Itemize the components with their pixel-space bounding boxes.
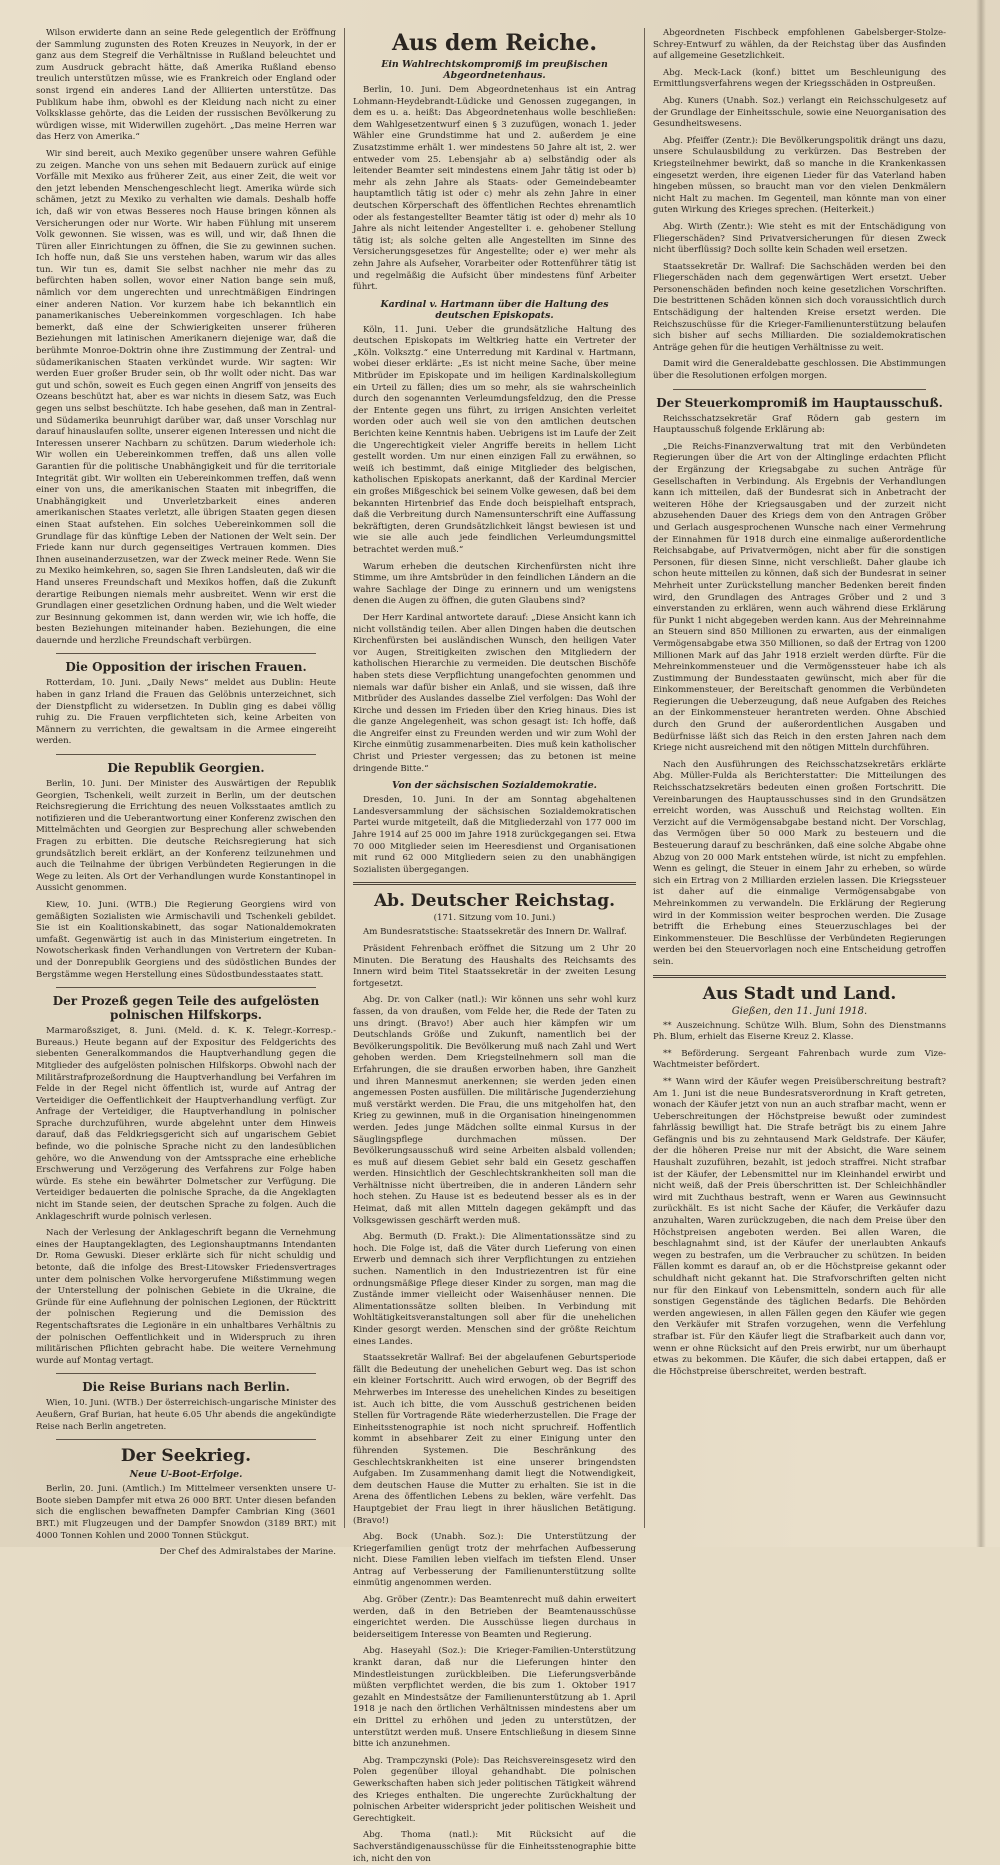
article-paragraph: Staatssekretär Dr. Wallraf: Die Sachschäden werden bei den Fliegerschäden nach dem gegenwärtigen Wert ersetzt. Ueber Personenschäden befinden noch keine gesetzlichen Vorschriften. Die bestrittenen Schäden können sich doch voraussichtlich durch Entschädigung der haltenden Kreise ersetzt werden. Die Reichszuschüsse für die Krieger-Familienunterstützung belaufen sich bisher auf sechs Milliarden. Die sozialdemokratischen Anträge gehen für die heutigen Verhältnisse zu weit. [653, 261, 946, 353]
dateline: Gießen, den 11. Juni 1918. [731, 1005, 868, 1017]
article-paragraph: Marmaroßsziget, 8. Juni. (Meld. d. K. K. Telegr.-Korresp.-Bureaus.) Heute begann auf der Expositur des Feldgerichts des siebenten Generalkommandos die Hauptverhandlung gegen die Mitglieder des aufgelösten polnischen Hilfskorps. Obwohl nach der Militärstrafprozeßordnung die Hauptverhandlung bei Verfahren im Felde in der Regel nicht öffentlich ist, wurde auf Antrag der Verteidiger die Oeffentlichkeit der Hauptverhandlung verfügt. Zur Anfrage der Verteidiger, die Hauptverhandlung in polnischer Sprache durchzuführen, wurde abgelehnt unter dem Hinweis darauf, daß das Feldkriegsgericht sich auf ungarischem Gebiet befinde, wo die polnische Sprache nicht zu den landesüblichen gehöre, wo die Anwendung von der Amtssprache eine erhebliche Erschwerung und Verzögerung des Verfahrens zur Folge haben würde. Es stehe ein bewährter Dolmetscher zur Verfügung. Die Verteidiger bedauerten die polnische Sprache, da die Angeklagten nicht im Stande seien, der deutschen Sprache zu folgen. Auch die Anklageschrift wurde polnisch verlesen. [36, 1026, 336, 1222]
section-heading: Der Seekrieg. [120, 1446, 252, 1467]
article-paragraph: Wilson erwiderte dann an seine Rede gelegentlich der Eröffnung der Sammlung zugunsten des Roten Kreuzes in Neuyork, in der er ganz aus dem Stegreif die Verhältnisse in Rußland beleuchtet und zum Ausdruck gebracht hätte, daß Amerika Rußland ebenso treulich unterstützen müsse, wie es Frankreich oder England oder sonst irgend ein anderes Land der Alliierten unterstütze. Das Publikum habe ihm, obwohl es der Kleidung nach nicht zu einer Volksklasse gehörte, das die Leiden der russischen Bevölkerung zu würdigen wisse, mit Widerwillen zugehört. „Das meine Herren war das Herz von Amerika.“ [36, 28, 336, 143]
article-heading: Die Opposition der irischen Frauen. [65, 660, 307, 675]
column-middle [344, 28, 644, 1864]
divider [353, 882, 636, 885]
column-right [644, 28, 954, 1528]
article-paragraph: Köln, 11. Juni. Ueber die grundsätzliche Haltung des deutschen Episkopats im Weltkrieg hatte ein Vertreter der „Köln. Volksztg.“ eine Unterredung mit Kardinal v. Hartmann, wobei dieser erklärte: „Es ist nicht meine Sache, über meine Mitbrüder im Episkopate und im heiligen Kardinalskollegium ein Urteil zu fällen; dies um so mehr, als sie wahrscheinlich durch den sogenannten Verleumdungsfeldzug, den die Presse der Entente gegen uns führt, zu irrigen Ansichten verleitet worden oder auch weil sie von den amtlichen deutschen Berichten keine Kenntnis haben. Uebrigens ist im Laufe der Zeit die Ungerechtigkeit vieler Angriffe bereits in hellem Licht gestellt worden. Um nur einen einzigen Fall zu erwähnen, so weiß ich bestimmt, daß einige Mitglieder des belgischen, katholischen Episkopats anerkannt, daß der Kardinal Mercier ein großes Mißgeschick bei seinem Volke gewesen, daß bei dem bekannten Hirtenbrief das Ende doch beispielhaft entsprach, daß die Verbreitung durch Namensunterschrift eine Auffassung bekräftigten, deren Grundsätzlichkeit längst bewiesen ist und wie sie alle auch jede feindlichen Verleumdungsmittel betrachtet werden muß.“ [353, 324, 636, 555]
section-heading: Aus dem Reiche. [391, 30, 598, 56]
article-paragraph: Nach den Ausführungen des Reichsschatzsekretärs erklärte Abg. Müller-Fulda als Berichterstatter: Die Mitteilungen des Reichsschatzsekretärs bedeuten einen großen Fortschritt. Die Vereinbarungen des Hauptausschusses sind in den Grundsätzen erreicht worden, was Ausschuß und Reichstag wollten. Ein Verzicht auf die Vermögensabgabe bestand nicht. Der Vorschlag, das Vermögen über 50 000 Mark zu besteuern und die Besteuerung darauf zu beschränken, daß eine solche Abgabe ohne Abzug von 20 000 Mark entstehen würde, ist nicht zu empfehlen. Wenn es gelingt, die Steuer in einem Jahr zu erheben, so würde sich ein Ertrag von 2 Milliarden erzielen lassen. Die Kriegssteuer ist daher auf die einmalige Vermögensabgabe von Mehreinkommen zu verwandeln. Die Erklärung der Regierung wird in der Kommission weiter besprochen werden. Die Zusage betrifft die Erhebung eines Steuerzuschlages bei der Einkommensteuer. Die Beschlüsse der Verbündeten Regierungen werden bei den Steuervorlagen noch eine Entscheidung getroffen sein. [653, 759, 946, 967]
article-paragraph: Abg. Wirth (Zentr.): Wie steht es mit der Entschädigung von Fliegerschäden? Sind Privatversicherungen für diesen Zweck nicht überflüssig? Doch sollte kein Schaden weil ersetzen. [653, 221, 946, 256]
article-paragraph: Dresden, 10. Juni. In der am Sonntag abgehaltenen Landesversammlung der sächsischen Sozialdemokratischen Partei wurde mitgeteilt, daß die Mitgliederzahl von 177 000 im Jahre 1914 auf 25 000 im Jahre 1918 zurückgegangen sei. Etwa 70 000 Mitglieder seien im Heeresdienst und Organisationen mit rund 62 000 Mitgliedern seien zu den unabhängigen Sozialisten übergegangen. [353, 795, 636, 875]
article-paragraph: Abg. Pfeiffer (Zentr.): Die Bevölkerungspolitik drängt uns dazu, unsere Schulausbildung zu verkürzen. Das Bestreben der Kriegsteilnehmer bewirkt, daß so manche in die Krankenkassen eingesetzt werden, ihre eigenen Lieder für das Vaterland haben hingeben müssen, so braucht man vor den vielen Denkmälern nicht Halt zu machen. Im Gegenteil, man könnte man von einer guten Wirkung des Krieges sprechen. (Heiterkeit.) [653, 135, 946, 216]
article-paragraph: Abg. Bermuth (D. Frakt.): Die Alimentationssätze sind zu hoch. Die Folge ist, daß die Väter durch Lieferung von einen Erwerb und demnach sich ihrer Verpflichtungen zu entziehen suchen. Namentlich in den Industriezentren ist für eine ordnungsmäßige Pflege dieser Kinder zu sorgen, man mag die Zustände immer vielleicht oder Waisenhäuser nennen. Die Alimentationssätze sollten bleiben. In Verbindung mit Wohltätigkeitsveranstaltungen soll aber für die unehelichen Kinder gesorgt werden. Menschen sind der größte Reichtum eines Landes. [353, 1232, 636, 1347]
divider [56, 754, 316, 755]
divider [673, 389, 926, 390]
article-paragraph: Abg. Trampczynski (Pole): Das Reichsvereinsgesetz wird den Polen gegenüber illoyal gehandhabt. Die polnischen Gewerkschaften haben sich jeder politischen Tätigkeit während des Krieges enthalten. Die ungerechte Zurückhaltung der polnischen Arbeiter widerspricht jeder politischen Weisheit und Gerechtigkeit. [353, 1755, 636, 1824]
article-paragraph: „Die Reichs-Finanzverwaltung trat mit den Verbündeten Regierungen über die Art von der Altinglinge erdachten Pflicht der Ergänzung der Kriegsabgabe zu suchen Anträge für Gesellschaften in Verbindung. Als Ergebnis der Verhandlungen kann ich mitteilen, daß der Bundesrat sich in Anbetracht der weiteren Höhe der Kriegsausgaben und der zurzeit nicht abzusehenden Dauer des Kriegs dem von den Antragen Gröber und Gerlach ausgesprochenen Wunsche nach einer Vermehrung der Einnahmen für 1918 durch eine einmalige außerordentliche Reichsabgabe, auf Privatvermögen, nicht aber für die sonstigen Personen, für diesen Sinne, nicht verschließt. Daher glaube ich schon heute mitteilen zu können, daß sich der Bundesrat in seiner Mehrheit unter Zurückstellung mancher Bedenken bereit finden wird, den Grundlagen des Antrages Gröber und 2 und 3 einverstanden zu erklären, wenn auch während diese Erklärung für Punkt 1 nicht abgegeben werden kann. Aus der Mehreinnahme an Steuern sind 850 Millionen zu erwarten, aus der einmaligen Vermögensabgabe etwa 350 Millionen, so daß der Ertrag von 1200 Millionen Mark auf das Jahr 1918 erzielt werden dürfte. Für die Mehreinkommensteuer und die Vermögenssteuer habe ich als Zustimmung der Bundesstaaten gewünscht, mich aber für die Einkommensteuer, der Bereitschaft genommen die Verbündeten Regierungen die Ueberzeugung, daß neue Aufgaben des Reiches an der Einkommensteuer herantreten werden. Ohne Abschied durch den Grund der außerordentlichen Ausgaben und Bedürfnisse läßt sich das Reich in den ersten Jahren nach dem Kriege nicht ausreichend mit den nötigen Mitteln durchführen. [653, 441, 946, 754]
article-paragraph: Berlin, 10. Juni. Dem Abgeordnetenhaus ist ein Antrag Lohmann-Heydebrandt-Lüdicke und Genossen zugegangen, in dem es u. a. heißt: Das Abgeordnetenhaus wolle beschließen: dem Wahlgesetzentwurf einen § 3 zuzufügen, wonach 1. jeder Wähler eine Grundstimme hat und 2. außerdem je eine Zusatzstimme erhält 1. wer mindestens 50 Jahre alt ist, 2. wer entweder vom 25. Lebensjahr ab a) selbständig oder als leitender Beamter seit mindestens einem Jahr tätig ist oder b) mehr als zehn Jahre als Staats- oder Gemeindebeamter hauptamtlich tätig ist oder c) mehr als zehn Jahre in einer deutschen Körperschaft des öffentlichen Rechtes ehrenamtlich oder als festangestellter Beamter tätig ist oder d) mehr als 10 Jahre als nicht leitender Angestellter i. e. gehobener Stellung tätig ist; als solche gelten alle Angestellten im Sinne des Versicherungsgesetzes für Angestellte; oder e) wer mehr als zehn Jahre als Aufseher, Vorarbeiter oder Rottenführer tätig ist und regelmäßig die Aufsicht über mindestens fünf Arbeiter führt. [353, 85, 636, 293]
session-note: (171. Sitzung vom 10. Juni.) [433, 913, 556, 924]
article-paragraph: Abg. Gröber (Zentr.): Das Beamtenrecht muß dahin erweitert werden, daß in den Betrieben der Beamtenausschüsse eingerichtet werden. Die Ausschüsse liegen durchaus in beiderseitigem Interesse von Beamten und Regierung. [353, 1595, 636, 1640]
article-paragraph: Berlin, 20. Juni. (Amtlich.) Im Mittelmeer versenkten unsere U-Boote sieben Dampfer mit etwa 26 000 BRT. Unter diesen befanden sich die englischen bewaffneten Dampfer Cambrian King (3601 BRT.) mit Flugzeugen und der Dampfer Snowdon (3189 BRT.) mit 4000 Tonnen Kohlen und 2000 Tonnen Stückgut. [36, 1484, 336, 1541]
article-paragraph: Damit wird die Generaldebatte geschlossen. Die Abstimmungen über die Resolutionen erfolgen morgen. [653, 359, 946, 382]
page-fold [976, 0, 986, 1547]
article-heading: Die Republik Georgien. [107, 761, 265, 776]
article-paragraph: Warum erheben die deutschen Kirchenfürsten nicht ihre Stimme, um ihre Amtsbrüder in den feindlichen Ländern an die wahre Sachlage der Dinge zu erinnern und um wenigstens denen die Augen zu öffnen, die guten Glaubens sind? [353, 561, 636, 607]
article-paragraph: Am Bundesratstische: Staatssekretär des Innern Dr. Wallraf. [363, 927, 627, 938]
article-paragraph: Abg. Haseyahl (Soz.): Die Krieger-Familien-Unterstützung krankt daran, daß nur die Lieferungen hinter den Mindestleistungen zurückbleiben. Die Lieferungsverbände müßten verpflichtet werden, die bis zum 1. Oktober 1917 gezahlt en Mindestsätze der Familienunterstützung ab 1. April 1918 je nach den örtlichen Verhältnissen mindestens aber um ein Drittel zu erhöhen und jeden zu unterstützen, der unterstützt werden muß. Unsere Entschließung in diesem Sinne bitte ich anzunehmen. [353, 1646, 636, 1750]
article-paragraph: Präsident Fehrenbach eröffnet die Sitzung um 2 Uhr 20 Minuten. Die Beratung des Haushalts des Reichsamts des Innern wird beim Titel Staatssekretär in der zweiten Lesung fortgesetzt. [353, 944, 636, 989]
columns [28, 28, 966, 1864]
article-heading: Der Steuerkompromiß im Hauptausschuß. [656, 395, 943, 410]
article-paragraph: Abg. Bock (Unabh. Soz.): Die Unterstützung der Kriegerfamilien genügt trotz der mehrfachen Aufbesserung nicht. Diese Familien leben vielfach im tiefsten Elend. Unser Antrag auf Verbesserung der Familienunterstützung sollte einmütig angenommen werden. [353, 1532, 636, 1589]
column-left [28, 28, 344, 1558]
article-paragraph: Berlin, 10. Juni. Der Minister des Auswärtigen der Republik Georgien, Tschenkeli, weilt zurzeit in Berlin, um der deutschen Reichsregierung die Errichtung des neuen Volksstaates amtlich zu notifizieren und die Ueberantwortung einer Konferenz zwischen den Mittelmächten und Georgien zur Besprechung aller schwebenden Fragen zu erbitten. Die deutsche Reichsregierung hat sich grundsätzlich bereit erklärt, an der Konferenz teilzunehmen und auch die Teilnahme der übrigen Verbündeten Regierungen in die Wege zu leiten. Als Ort der Verhandlungen wurde Konstantinopel in Aussicht genommen. [36, 779, 336, 894]
article-paragraph: ** Wann wird der Käufer wegen Preisüberschreitung bestraft? Am 1. Juni ist die neue Bundesratsverordnung in Kraft getreten, wonach der Käufer jetzt von nun an auch strafbar macht, wenn er Ueberschreitungen der Höchstpreise bewußt oder zumindest fahrlässig bewilligt hat. Die Strafe beträgt bis zu einem Jahre Gefängnis und bis zu zehntausend Mark Geldstrafe. Der Käufer, der die höheren Preise nur mit der Absicht, die Ware seinem Haushalt zuzuführen, bezahlt, ist jedoch straffrei. Nicht strafbar ist der Käufer, der Lebensmittel nur im Kleinhandel erwirbt und nicht weiß, daß der Preis überschritten ist. Der Schleichhändler wird mit Zuchthaus bestraft, wenn er Waren aus Gewinnsucht zurückhält. Es ist nicht Sache der Käufer, die Verkäufer dazu anzuhalten, Waren zurückzugeben, die nach dem Preise über den Höchstpreisen angeboten werden. Bei allen Waren, die beschlagnahmt sind, ist der Käufer der unerlaubten Ankaufs wegen zu bestrafen, um die Verbraucher zu schützen. In beiden Fällen kommt es darauf an, ob er die Höchstpreise gekannt oder schuldhaft nicht gekannt hat. Die Strafvorschriften gelten nicht nur für den Einkauf von Lebensmitteln, sondern auch für alle sonstigen Gegenstände des täglichen Bedarfs. Die Behörden werden angewiesen, in allen Fällen gegen den Käufer wie gegen den Verkäufer mit Strafen vorzugehen, wenn die Verfehlung strafbar ist. Für den Käufer liegt die Strafbarkeit auch dann vor, wenn er ohne Rücksicht auf den Preis erwirbt, nur um überhaupt etwas zu bekommen. Die Käufer, die sich dabei ertappen, daß er die Höchstpreise überschreitet, werden bestraft. [653, 1076, 946, 1377]
article-paragraph: Der Herr Kardinal antwortete darauf: „Diese Ansicht kann ich nicht vollständig teilen. Aber allen Dingen haben die deutschen Kirchenfürsten bei ausländischen Wunsch, den heiligen Vater vor Augen, Streitigkeiten zwischen den Mitgliedern der katholischen Hierarchie zu vermeiden. Die deutschen Bischöfe haben stets diese Verpflichtung unangefochten genommen und niemals war dafür bisher ein Anlaß, und sie wissen, daß ihre Mitbrüder des Auslandes dasselbe Ziel verfolgen: Das Wohl der Kirche und dessen im Frieden über den Krieg hinaus. Dies ist die ganze Angelegenheit, was schon gesagt ist: Ich hoffe, daß die Angreifer einst zu Freunden werden und wir zum Wohl der Kirche einmütig zusammenarbeiten. Dies muß kein katholischer Christ und Priester vergessen; das zu betonen ist meine dringende Bitte.“ [353, 612, 636, 774]
divider [56, 1439, 316, 1440]
article-paragraph: Abgeordneten Fischbeck empfohlenen Gabelsberger-Stolze-Schrey-Entwurf zu wählen, da der Reichstag über das Ausfinden auf allgemeine Gesetzlichkeit. [653, 28, 946, 62]
article-paragraph: Wir sind bereit, auch Mexiko gegenüber unsere wahren Gefühle zu zeigen. Manche von uns sehen mit Bedauern zurück auf einige Vorfälle mit Mexiko aus früherer Zeit, aus einer Zeit, die weit vor den jetzt lebenden Menschengeschlecht liegt. Amerika würde sich schämen, jetzt zu Mexiko zu verhalten wie damals. Deshalb hoffe ich, daß wir von etwas Besseres noch Hause bringen können als Versicherungen oder nur Worte. Wir haben Fühlung mit unserem Volk gewonnen. Sie wissen, was es will, und wir, daß Ihnen die Türen aller Einrichtungen zu öffnen, die Sie zu gewinnen suchen. Ich hoffe nun, daß Sie uns verstehen haben, warum wir das alles tun. Wir tun es, damit Sie selbst nachher nie mehr das zu befürchten haben sollen, wovor einer Nation bange sein muß, nämlich vor dem ungerechten und unrechtmäßigen Eindringen einer anderen Nation. Vor kurzem habe ich bekanntlich ein panamerikanisches Uebereinkommen vorgeschlagen. Ich habe bemerkt, daß eine der Schwierigkeiten unserer früheren Beziehungen mit latinischen Amerikanern diejenige war, daß die berühmte Monroe-Doktrin ohne ihre Zustimmung der Zentral- und südamerikanischen Staaten verkündet wurde. Wir sagten: Wir werden Euer großer Bruder sein, ob Ihr wollt oder nicht. Das war gut und schön, soweit es Euch gegen einen Angriff von jenseits des Ozeans beschützt hat, aber es war nichts in diesem Satz, was Euch gegen uns selbst beschützte. Ich habe gesehen, daß man in Zentral- und Südamerika beunruhigt darüber war, daß unser Vorschlag nur darauf hinauslaufen sollte, unserer eigenen Interessen und nicht die Interessen unserer Nachbarn zu schützen. Darum wiederhole ich: Wir wollen ein Uebereinkommen treffen, daß uns allen volle Garantien für die politische Unabhängigkeit und für die territoriale Integrität gibt. Wir wollten ein Uebereinkommen treffen, daß wenn einer von uns, die amerikanischen Staaten mit inbegriffen, die Unabhängigkeit und Unverletzbarkeit eines anderen amerikanischen Staates verletzt, alle übrigen Staaten gegen diesen einen Staat aufstehen. Ein solches Uebereinkommen soll die Grundlage für das künftige Leben der Nationen der Welt sein. Der Friede kann nur durch gegenseitiges Vertrauen kommen. Dies Ihnen auseinanderzusetzen, war der Zweck meiner Rede. Wenn Sie zu Mexiko heimkehren, so, sagen Sie Ihren Landsleuten, daß wir die Hand unseres Freundschaft und Mexikos hoffen, daß die Zukunft derartige Reibungen niemals mehr ausbreitet. Wenn wir erst die Grundlagen einer gesetzlichen Ordnung haben, und die Welt wieder zur Besinnung gekommen ist, dann werden wir, wie ich hoffe, die besten Beziehungen miteinander haben. Beziehungen, die eine dauernde und herzliche Freundschaft verbürgen. [36, 148, 336, 646]
divider [56, 987, 316, 988]
section-subheading: Neue U-Boot-Erfolge. [129, 1469, 243, 1481]
article-paragraph: Abg. Kuners (Unabh. Soz.) verlangt ein Reichsschulgesetz auf der Grundlage der Einheitsschule, sowie eine Neuorganisation des Gesundheitswesens. [653, 95, 946, 130]
article-paragraph: Nach der Verlesung der Anklageschrift begann die Vernehmung eines der Hauptangeklagten, des Legionshauptmanns Intendanten Dr. Roma Gewuski. Dieser erklärte sich für nicht schuldig und betonte, daß die infolge des Brest-Litowsker Friedensvertrages unter dem polnischen Volke hervorgerufene Mißstimmung wegen der Unterstellung der polnischen Gebiete in die Ukraine, die Gründe für eine Auflehnung der polnischen Legionen, der Rücktritt der polnischen Regierung und die Demission des Regentschaftsrates die Legionäre in ein unhaltbares Verhältnis zu der polnischen Oeffentlichkeit und in Widerspruch zu ihren militärischen Pflichten gebracht habe. Die weitere Vernehmung wurde auf Montag vertagt. [36, 1228, 336, 1366]
article-paragraph: Abg. Thoma (natl.): Mit Rücksicht auf die Sachverständigenausschüsse für die Einheitsstenographie bitte ich, nicht den von [353, 1830, 636, 1864]
article-paragraph: Staatssekretär Wallraf: Bei der abgelaufenen Geburtsperiode fällt die Bedeutung der unehelichen Geburt weg. Das ist schon ein kleiner Fortschritt. Auch wird erwogen, ob der Begriff des Mehrwerbes im Interesse des unehelichen Kindes zu beseitigen ist. Auch ich bitte, die vom Ausschuß gestrichenen beiden Stellen für Vortragende Räte wiederherzustellen. Die Frage der Einheitsstenographie ist noch nicht spruchreif. Hoffentlich kommt in absehbarer Zeit zu einer Einigung unter den führenden Systemen. Die Beschränkung des Geschlechtskrankheiten ist eine unserer bringendsten Aufgaben. Im Zusammenhang damit liegt die Notwendigkeit, dem deutschen Hause die Mutter zu erhalten. Sie ist in die Arena des öffentlichen Lebens zu beklen, wäre verfehlt. Das Hauptgebiet der Frau liegt in ihrer häuslichen Betätigung. (Bravo!) [353, 1353, 636, 1526]
article-heading: Der Prozeß gegen Teile des aufgelösten polnischen Hilfskorps. [52, 994, 320, 1023]
article-paragraph: Kiew, 10. Juni. (WTB.) Die Regierung Georgiens wird von gemäßigten Sozialisten wie Armischavili und Tschenkeli gebildet. Sie ist ein Koalitionskabinett, das sogar Nationaldemokraten umfaßt. Gegenwärtig ist auch in das Ministerium eingetreten. In Nowotscherkask finden Verhandlungen von Vertretern der Kuban- und der Donrepublik Georgiens und des südöstlichen Bundes der Bergstämme wegen Herstellung eines Südostbundesstaates statt. [36, 899, 336, 980]
article-paragraph: ** Auszeichnung. Schütze Wilh. Blum, Sohn des Dienstmanns Ph. Blum, erhielt das Eiserne Kreuz 2. Klasse. [653, 1020, 946, 1043]
section-heading: Ab. Deutscher Reichstag. [373, 891, 615, 912]
divider [56, 653, 316, 654]
divider [56, 1373, 316, 1374]
article-heading: Von der sächsischen Sozialdemokratie. [392, 780, 597, 792]
article-paragraph: Wien, 10. Juni. (WTB.) Der österreichisch-ungarische Minister des Aeußern, Graf Burian, hat heute 6.05 Uhr abends die angekündigte Reise nach Berlin angetreten. [36, 1398, 336, 1432]
section-subheading: Ein Wahlrechtskompromiß im preußischen Abgeordnetenhaus. [381, 59, 608, 81]
article-paragraph: Abg. Dr. von Calker (natl.): Wir können uns sehr wohl kurz fassen, da von draußen, vom Felde her, die Rede der Taten zu uns dringt. (Bravo!) Aber auch hier kämpfen wir um Deutschlands Größe und Zukunft, namentlich bei der Bevölkerungspolitik. Die Bevölkerung muß nach Zahl und Wert gehoben werden. Dem Kriegsteilnehmern soll man die Erfahrungen, die sie draußen erworben haben, ihre Ganzheit und ihren Mannesmut anerkennen; sie werden jeden einen angemessen Posten ausfüllen. Die militärische Jugenderziehung muß verstärkt werden. Die Frau, die uns mitgeholfen hat, den Krieg zu gewinnen, muß in die Organisation hineingenommen werden. Jedes junge Mädchen sollte einmal Kursus in der Säuglingspflege durchmachen müssen. Der Bevölkerungsausschuß wird seine Arbeiten alsbald vollenden; es muß auf diesem Gebiet sehr bald ein Gesetz geschaffen werden. Hinsichtlich der Geschlechtskrankheiten soll man die Verhältnisse nicht übertreiben, die in anderen Ländern sehr hoch stehen. Zu Hause ist es bedeutend besser als es in der Heimat, daß mit allen Mitteln dagegen gekämpft und das Volksgewissen geschärft werden muß. [353, 995, 636, 1226]
section-heading: Aus Stadt und Land. [702, 983, 897, 1004]
article-signature: Der Chef des Admiralstabes der Marine. [159, 1547, 336, 1558]
divider [653, 975, 946, 978]
article-paragraph: Abg. Meck-Lack (konf.) bittet um Beschleunigung des Ermittlungsverfahrens wegen der Kriegsschäden in Ostpreußen. [653, 67, 946, 90]
article-paragraph: ** Beförderung. Sergeant Fahrenbach wurde zum Vize-Wachtmeister befördert. [653, 1048, 946, 1071]
article-paragraph: Rotterdam, 10. Juni. „Daily News“ meldet aus Dublin: Heute haben in ganz Irland die Frauen das Gelöbnis unterzeichnet, sich der Dienstpflicht zu widersetzen. In Dublin ging es dabei völlig ruhig zu. Die Frauen verpflichteten sich, keine Arbeiten von Männern zu verrichten, die gewaltsam in die Armee eingereiht werden. [36, 678, 336, 747]
article-heading: Kardinal v. Hartmann über die Haltung des deutschen Episkopats. [380, 298, 609, 321]
article-heading: Die Reise Burians nach Berlin. [82, 1380, 290, 1395]
article-paragraph: Reichsschatzsekretär Graf Rödern gab gestern im Hauptausschuß folgende Erklärung ab: [653, 413, 946, 436]
